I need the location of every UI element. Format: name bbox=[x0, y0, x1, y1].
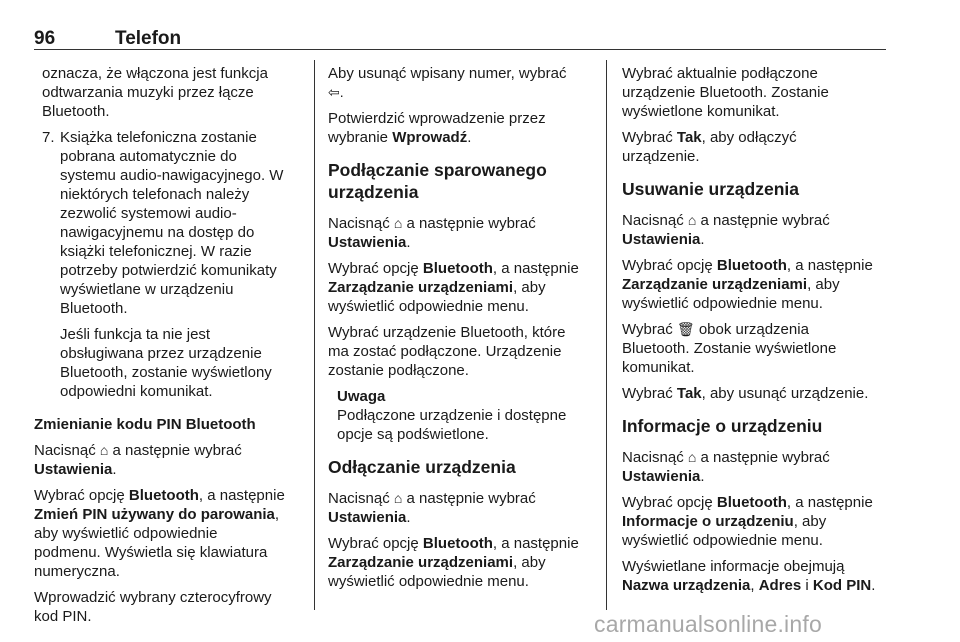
text: Nacisnąć bbox=[622, 212, 684, 229]
note-title: Uwaga bbox=[337, 388, 386, 405]
text-line: Bluetooth. bbox=[42, 103, 110, 120]
home-icon: ⌂ bbox=[687, 212, 697, 228]
menu-term: Bluetooth bbox=[716, 494, 787, 511]
section-heading: Usuwanie urządzenia bbox=[622, 179, 799, 199]
text-line: opcje są podświetlone. bbox=[337, 426, 489, 443]
paragraph: Nacisnąć ⌂ a następnie wybrać Ustawienia. bbox=[622, 212, 830, 248]
home-icon: ⌂ bbox=[393, 490, 403, 506]
text: a następnie wybrać bbox=[406, 215, 536, 232]
menu-term: Adres bbox=[758, 577, 802, 594]
section-heading: Odłączanie urządzenia bbox=[328, 457, 516, 477]
text: Nacisnąć bbox=[328, 490, 390, 507]
text: obok urządzenia bbox=[698, 321, 809, 338]
menu-term: Zarządzanie urządzeniami bbox=[328, 279, 514, 296]
text-line: numeryczna. bbox=[34, 563, 120, 580]
text: Nacisnąć bbox=[34, 442, 96, 459]
menu-term: Bluetooth bbox=[128, 487, 199, 504]
text-line: wyświetlić odpowiednie menu. bbox=[328, 298, 529, 315]
text-line: Bluetooth. bbox=[60, 300, 128, 317]
text-line: Wprowadzić wybrany czterocyfrowy bbox=[34, 589, 272, 606]
text-line: systemu audio-nawigacyjnego. W bbox=[60, 167, 284, 184]
text: Nacisnąć bbox=[328, 215, 390, 232]
paragraph bbox=[622, 256, 890, 313]
text: , a następnie bbox=[786, 257, 873, 274]
text: wybranie bbox=[328, 129, 389, 146]
column-3 bbox=[622, 64, 890, 602]
text: Wybrać opcję bbox=[622, 257, 713, 274]
text-line: niektórych telefonach należy bbox=[60, 186, 250, 203]
paragraph: Nacisnąć ⌂ a następnie wybrać Ustawienia. bbox=[328, 490, 536, 526]
text-line: wyświetlone komunikat. bbox=[622, 103, 780, 120]
list-number: 7. bbox=[42, 129, 55, 146]
text: Wybrać opcję bbox=[622, 494, 713, 511]
page-number: 96 bbox=[34, 28, 56, 49]
text-line: wyświetlić odpowiednie menu. bbox=[622, 295, 823, 312]
text-line: Wyświetlane informacje obejmują bbox=[622, 558, 845, 575]
text: a następnie wybrać bbox=[112, 442, 242, 459]
column-2 bbox=[328, 64, 600, 598]
trash-icon: 🗑︎ bbox=[676, 321, 695, 337]
text: a następnie wybrać bbox=[700, 449, 830, 466]
list-item-7 bbox=[34, 128, 306, 318]
paragraph bbox=[622, 320, 890, 377]
note-box bbox=[328, 387, 600, 444]
text: , a następnie bbox=[198, 487, 285, 504]
home-icon: ⌂ bbox=[687, 449, 697, 465]
text: , aby bbox=[513, 554, 546, 571]
paragraph bbox=[622, 128, 890, 166]
menu-term: Ustawienia bbox=[328, 234, 407, 251]
page-title: Telefon bbox=[115, 28, 182, 49]
text: Wybrać opcję bbox=[328, 260, 419, 277]
text-line: podmenu. Wyświetla się klawiatura bbox=[34, 544, 268, 561]
text: , bbox=[274, 506, 280, 523]
text-line: pobrana automatycznie do bbox=[60, 148, 237, 165]
text: , bbox=[750, 577, 759, 594]
text: Nacisnąć bbox=[622, 449, 684, 466]
menu-term: Wprowadź bbox=[392, 129, 468, 146]
text: Wybrać opcję bbox=[328, 535, 419, 552]
menu-term: Tak bbox=[676, 385, 702, 402]
menu-term: Informacje o urządzeniu bbox=[622, 513, 794, 530]
paragraph bbox=[328, 534, 600, 591]
text-line: komunikat. bbox=[622, 359, 695, 376]
menu-term: Bluetooth bbox=[422, 260, 493, 277]
text-line: Aby usunąć wpisany numer, wybrać bbox=[328, 65, 567, 82]
section-heading bbox=[328, 159, 600, 203]
paragraph: Nacisnąć ⌂ a następnie wybrać Ustawienia. bbox=[34, 442, 242, 478]
text-line: wyświetlić odpowiednie menu. bbox=[622, 532, 823, 549]
paragraph bbox=[622, 64, 890, 121]
pin-heading: Zmienianie kodu PIN Bluetooth bbox=[34, 416, 256, 433]
paragraph bbox=[34, 588, 306, 626]
text: a następnie wybrać bbox=[406, 490, 536, 507]
text: , a następnie bbox=[492, 535, 579, 552]
backspace-icon: ⇦. bbox=[328, 84, 344, 100]
text: . bbox=[871, 577, 876, 594]
paragraph: Nacisnąć ⌂ a następnie wybrać Ustawienia. bbox=[622, 449, 830, 485]
text-line: Jeśli funkcja ta nie jest bbox=[60, 326, 211, 343]
heading-line: Podłączanie sparowanego bbox=[328, 160, 547, 180]
text-line: oznacza, że włączona jest funkcja bbox=[42, 65, 268, 82]
text: Wybrać bbox=[622, 385, 673, 402]
menu-term: Ustawienia bbox=[622, 231, 701, 248]
menu-term: Bluetooth bbox=[422, 535, 493, 552]
text-line: urządzenie. bbox=[622, 148, 700, 165]
paragraph bbox=[622, 384, 890, 403]
text: a następnie wybrać bbox=[700, 212, 830, 229]
paragraph bbox=[34, 486, 306, 581]
text-line: nawigacyjnemu na dostęp do bbox=[60, 224, 255, 241]
page-header bbox=[34, 28, 886, 50]
text: , aby usunąć urządzenie. bbox=[701, 385, 869, 402]
text: , aby bbox=[807, 276, 840, 293]
menu-term: Ustawienia bbox=[622, 468, 701, 485]
text: , a następnie bbox=[492, 260, 579, 277]
menu-term: Ustawienia bbox=[328, 509, 407, 526]
menu-term: Tak bbox=[676, 129, 702, 146]
text-line: wyświetlić odpowiednie menu. bbox=[328, 573, 529, 590]
text: Wybrać bbox=[622, 129, 673, 146]
text-line: potrzeby potwierdzić komunikaty bbox=[60, 262, 277, 279]
menu-term: Zarządzanie urządzeniami bbox=[328, 554, 514, 571]
text-line: wyświetlane w urządzeniu bbox=[60, 281, 234, 298]
text-line: Wybrać aktualnie podłączone bbox=[622, 65, 818, 82]
text: , aby odłączyć bbox=[701, 129, 797, 146]
text-line: zostanie podłączone. bbox=[328, 362, 469, 379]
text-line: Bluetooth, zostanie wyświetlony bbox=[60, 364, 272, 381]
section-heading: Informacje o urządzeniu bbox=[622, 416, 823, 436]
text-line: zezwolić systemowi audio- bbox=[60, 205, 237, 222]
text: i bbox=[801, 577, 813, 594]
menu-term: Ustawienia bbox=[34, 461, 113, 478]
text-line: urządzenie Bluetooth. Zostanie bbox=[622, 84, 829, 101]
menu-term: Kod PIN bbox=[812, 577, 872, 594]
text-line: książki telefonicznej. W razie bbox=[60, 243, 252, 260]
text-line: odtwarzania muzyki przez łącze bbox=[42, 84, 254, 101]
text: Wybrać opcję bbox=[34, 487, 125, 504]
text-line: kod PIN. bbox=[34, 608, 92, 625]
text-line: odpowiedni komunikat. bbox=[60, 383, 213, 400]
column-divider-1 bbox=[314, 60, 315, 610]
column-divider-2 bbox=[606, 60, 607, 610]
text-line: aby wyświetlić odpowiednie bbox=[34, 525, 218, 542]
paragraph bbox=[328, 64, 600, 102]
paragraph bbox=[328, 259, 600, 316]
paragraph bbox=[622, 557, 890, 595]
header-rule bbox=[34, 49, 886, 50]
text: , aby bbox=[793, 513, 827, 530]
home-icon: ⌂ bbox=[393, 215, 403, 231]
menu-term: Zarządzanie urządzeniami bbox=[622, 276, 808, 293]
paragraph bbox=[622, 493, 890, 550]
text-line: Bluetooth. Zostanie wyświetlone bbox=[622, 340, 837, 357]
list-item-7-note bbox=[34, 325, 306, 401]
text-line: Podłączone urządzenie i dostępne bbox=[337, 407, 567, 424]
menu-term: Zmień PIN używany do parowania bbox=[34, 506, 275, 523]
text-line: Książka telefoniczna zostanie bbox=[60, 129, 257, 146]
text-line: Wybrać urządzenie Bluetooth, które bbox=[328, 324, 566, 341]
heading-line: urządzenia bbox=[328, 182, 419, 202]
paragraph bbox=[328, 323, 600, 380]
menu-term: Nazwa urządzenia bbox=[622, 577, 751, 594]
text-line: obsługiwana przez urządzenie bbox=[60, 345, 262, 362]
text: , a następnie bbox=[786, 494, 873, 511]
menu-term: Bluetooth bbox=[716, 257, 787, 274]
paragraph: Nacisnąć ⌂ a następnie wybrać Ustawienia. bbox=[328, 215, 536, 251]
text: Wybrać bbox=[622, 321, 673, 338]
paragraph: Potwierdzić wprowadzenie przez wybranie Wprowadź. bbox=[328, 110, 546, 146]
column-1 bbox=[34, 64, 306, 633]
text: , aby bbox=[513, 279, 546, 296]
text-line: Potwierdzić wprowadzenie przez bbox=[328, 110, 546, 127]
continued-text bbox=[34, 64, 306, 121]
text-line: ma zostać podłączone. Urządzenie bbox=[328, 343, 562, 360]
watermark: carmanualsonline.info bbox=[594, 611, 822, 637]
home-icon: ⌂ bbox=[99, 442, 109, 458]
